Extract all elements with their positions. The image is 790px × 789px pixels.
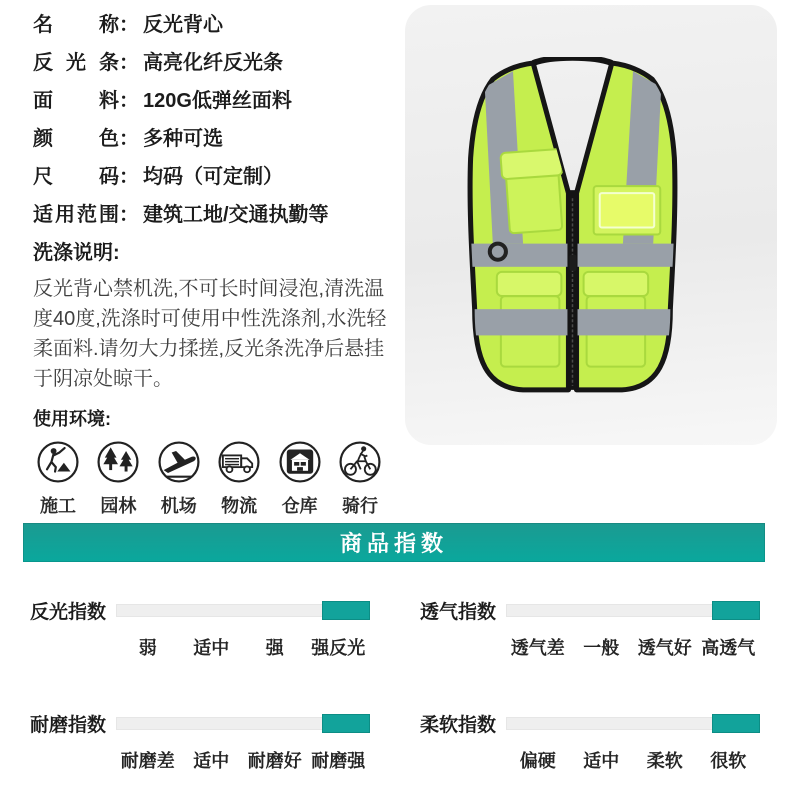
spec-colon: ： (119, 128, 139, 150)
index-bar-track (116, 717, 370, 730)
index-bar-active-segment (322, 714, 370, 733)
scale-label: 透气好 (637, 638, 692, 658)
index-scale (506, 747, 760, 773)
safety-vest-image (453, 57, 693, 405)
index-bar-track (506, 604, 760, 617)
index-scale (116, 634, 370, 660)
scale-label: 一般 (583, 638, 620, 658)
env-item-construction (33, 440, 83, 518)
spec-value: 反光背心 (143, 14, 223, 36)
env-label: 机场 (160, 496, 197, 516)
spec-label: 反光条 (33, 52, 119, 74)
spec-value: 建筑工地/交通执勤等 (143, 204, 329, 226)
spec-row-fabric (33, 84, 395, 112)
index-scale (506, 634, 760, 660)
scale-label-active: 高透气 (701, 638, 756, 658)
env-label: 物流 (221, 496, 258, 516)
scale-label: 耐磨差 (120, 751, 175, 771)
index-scale (116, 747, 370, 773)
spec-row-reflective-strip (33, 46, 395, 74)
env-label: 园林 (100, 496, 137, 516)
usage-environment-icons (33, 440, 385, 518)
spec-label: 适用范围 (33, 204, 119, 226)
index-group-breathability (420, 597, 760, 660)
spec-label: 颜色 (33, 128, 119, 150)
spec-row-color (33, 122, 395, 150)
scale-label: 适中 (193, 751, 230, 771)
spec-row-name (33, 8, 395, 36)
spec-value: 120G低弹丝面料 (143, 90, 292, 112)
index-bar-track (116, 604, 370, 617)
scale-label: 偏硬 (519, 751, 556, 771)
airport-icon (157, 440, 201, 484)
spec-row-size (33, 160, 395, 188)
scale-label-active: 很软 (710, 751, 747, 771)
index-bar-active-segment (322, 601, 370, 620)
construction-icon (36, 440, 80, 484)
index-group-abrasion-resistance (30, 710, 370, 773)
scale-label-active: 耐磨强 (311, 751, 366, 771)
env-item-garden (93, 440, 143, 518)
product-image-card (405, 5, 777, 445)
wash-instructions-title: 洗涤说明: (33, 242, 120, 264)
index-label: 柔软指数 (420, 714, 497, 736)
warehouse-icon (278, 440, 322, 484)
env-item-cycling (335, 440, 385, 518)
scale-label: 柔软 (646, 751, 683, 771)
logistics-icon (217, 440, 261, 484)
spec-label: 名称 (33, 14, 119, 36)
index-bar-track (506, 717, 760, 730)
env-item-warehouse (275, 440, 325, 518)
spec-value: 高亮化纤反光条 (143, 52, 283, 74)
product-index-banner (23, 523, 765, 562)
index-label: 透气指数 (420, 601, 497, 623)
banner-title: 商品指数 (339, 531, 448, 556)
index-group-reflectivity (30, 597, 370, 660)
spec-colon: ： (119, 14, 139, 36)
index-bar-active-segment (712, 714, 760, 733)
spec-column (33, 8, 395, 518)
scale-label: 耐磨好 (247, 751, 302, 771)
spec-value: 多种可选 (143, 128, 223, 150)
spec-value: 均码（可定制） (143, 166, 283, 188)
scale-label: 透气差 (510, 638, 565, 658)
scale-label: 适中 (193, 638, 230, 658)
env-label: 施工 (40, 496, 76, 516)
scale-label: 强 (265, 638, 284, 658)
env-label: 骑行 (341, 496, 378, 516)
index-bar-active-segment (712, 601, 760, 620)
env-item-logistics (214, 440, 264, 518)
index-group-softness (420, 710, 760, 773)
spec-colon: ： (119, 204, 139, 226)
wash-instructions-text: 反光背心禁机洗,不可长时间浸泡,清洗温度40度,洗涤时可使用中性洗涤剂,水洗轻柔面料.请勿大力揉搓,反光条洗净后悬挂于阴凉处晾干。 (33, 278, 387, 390)
scale-label: 适中 (583, 751, 620, 771)
index-label: 耐磨指数 (30, 714, 107, 736)
spec-colon: ： (119, 52, 139, 74)
spec-label: 面料 (33, 90, 119, 112)
scale-label-active: 强反光 (311, 638, 366, 658)
cycling-icon (338, 440, 382, 484)
env-item-airport (154, 440, 204, 518)
usage-environment-title: 使用环境: (33, 409, 111, 429)
env-label: 仓库 (281, 496, 318, 516)
spec-colon: ： (119, 90, 139, 112)
spec-row-usage-scope (33, 198, 395, 226)
spec-colon: ： (119, 166, 139, 188)
garden-icon (96, 440, 140, 484)
scale-label: 弱 (138, 638, 157, 658)
index-label: 反光指数 (30, 601, 107, 623)
spec-label: 尺码 (33, 166, 119, 188)
